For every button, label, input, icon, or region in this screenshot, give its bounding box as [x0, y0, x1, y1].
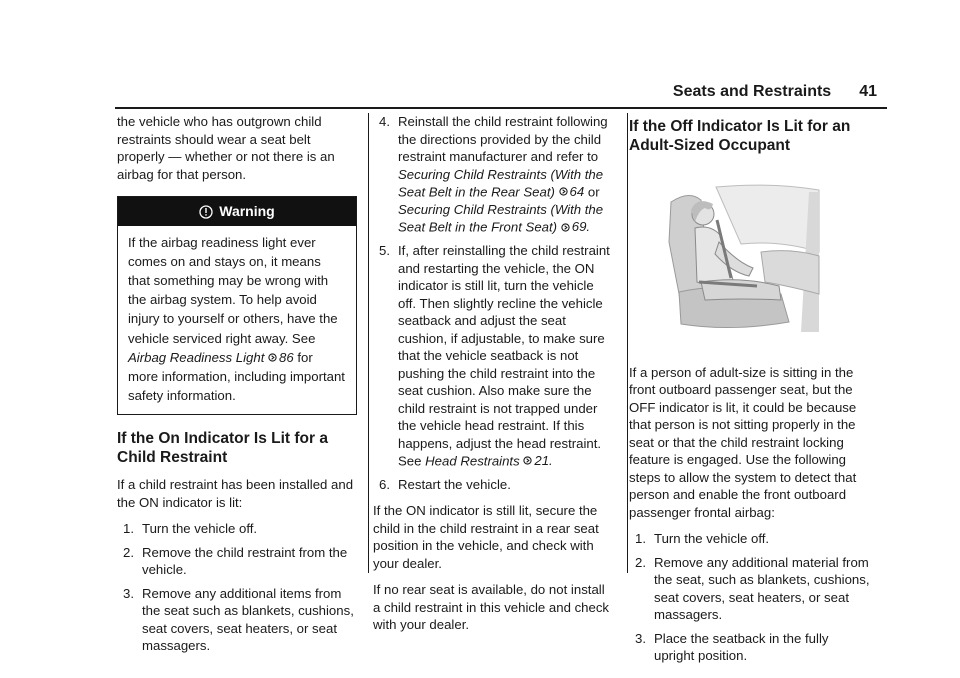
seated-passenger-illustration [661, 182, 821, 337]
steps-list [629, 530, 872, 665]
page-number: 41 [859, 83, 877, 100]
page-header [673, 83, 877, 101]
step-text: Remove any additional items from the seat such as blankets, cushions, seat covers, seat heaters, or seat massagers. [142, 585, 354, 654]
steps-list [117, 520, 357, 655]
step-number: 3. [635, 630, 646, 646]
ref-link[interactable]: Securing Child Restraints (With the Seat Belt in the Rear Seat) [398, 166, 604, 200]
warning-text-after: for more information, including important safety information. [128, 349, 345, 404]
paragraph: If a person of adult-size is sitting in the front outboard passenger seat, but the OFF indicator is lit, it could be because that person is not sitting properly in the seat or that the child restraint locking feature is engaged. Use the following steps to allow the system to detect that person and enable the front outboard passenger frontal airbag: [629, 364, 857, 520]
step-text: If, after reinstalling the child restraint and restarting the vehicle, the ON indicator is still lit, turn the vehicle off. Then slightly recline the vehicle seatback and adjust the seat cushion, if adjustable, to make sure that the vehicle seatback is not pushing the child restraint into the seat cushion. Also make sure the child restraint is not trapped under the vehicle head restraint. If this happens, adjust the head restraint. See [398, 243, 610, 469]
page-reference-icon [268, 353, 277, 362]
step-text: Turn the vehicle off. [654, 531, 770, 546]
warning-title: Warning [219, 203, 275, 219]
list-item [629, 630, 872, 665]
intro-paragraph: the vehicle who has outgrown child restraints should wear a seat belt properly — whether or not there is an airbag for that person. [117, 114, 335, 182]
ref-link[interactable]: Securing Child Restraints (With the Seat Belt in the Front Seat) [398, 201, 604, 235]
step-text: Remove any additional material from the seat, such as blankets, cushions, seat covers, seat heaters, or seat massagers. [654, 554, 870, 622]
step-number: 2. [635, 554, 646, 570]
header-rule [115, 107, 887, 109]
list-item [373, 476, 615, 494]
page-reference-icon [559, 187, 568, 196]
or-text: or [587, 184, 600, 200]
step-number: 4. [379, 114, 390, 129]
warning-ref-link[interactable]: Airbag Readiness Light [128, 349, 265, 365]
warning-icon [199, 205, 213, 219]
step-text: Reinstall the child restraint following the directions provided by the child restraint manufacturer and refer to [398, 114, 608, 164]
page-reference-icon [523, 456, 532, 465]
step-number: 3. [123, 585, 134, 601]
step-text: Restart the vehicle. [398, 476, 511, 492]
step-number: 5. [379, 243, 390, 258]
warning-ref-page[interactable]: 86 [279, 349, 294, 365]
warning-box [117, 196, 357, 415]
list-item [117, 585, 357, 655]
list-item [373, 113, 615, 236]
lead-paragraph: If a child restraint has been installed and the ON indicator is lit: [117, 477, 354, 510]
ref-page[interactable]: 69. [571, 219, 591, 235]
column-divider [627, 113, 628, 573]
step-number: 1. [123, 521, 134, 537]
column-2 [373, 113, 615, 643]
step-number: 2. [123, 544, 134, 560]
page-reference-icon [561, 223, 570, 232]
step-number: 6. [379, 476, 390, 492]
section-title: Seats and Restraints [672, 83, 832, 100]
section-heading: If the On Indicator Is Lit for a Child Restraint [117, 430, 328, 467]
ref-page[interactable]: 21. [534, 453, 553, 468]
ref-page[interactable]: 64 [569, 184, 585, 199]
column-divider [368, 113, 369, 573]
list-item [373, 242, 615, 470]
steps-list [373, 113, 615, 493]
paragraph: If no rear seat is available, do not install a child restraint in this vehicle and check with your dealer. [373, 582, 610, 633]
warning-text: If the airbag readiness light ever comes on and stays on, it means that something may be wrong with the airbag system. To help avoid injury to yourself or others, have the vehicle serviced right away. See [128, 234, 338, 346]
list-item [117, 520, 357, 538]
list-item [629, 530, 872, 548]
step-text: Place the seatback in the fully upright position. [654, 630, 829, 663]
step-text: Remove the child restraint from the vehicle. [142, 544, 348, 578]
ref-link[interactable]: Head Restraints [425, 453, 520, 469]
column-3 [629, 113, 872, 674]
list-item [629, 554, 872, 624]
warning-body [118, 226, 356, 415]
section-heading: If the Off Indicator Is Lit for an Adult-Sized Occupant [629, 118, 851, 154]
paragraph: If the ON indicator is still lit, secure the child in the child restraint in a rear seat position in the vehicle, and check with your dealer. [373, 503, 599, 571]
step-text: Turn the vehicle off. [142, 521, 258, 537]
warning-header [118, 197, 356, 226]
step-number: 1. [635, 531, 646, 546]
list-item [117, 544, 357, 579]
column-1 [117, 113, 357, 664]
